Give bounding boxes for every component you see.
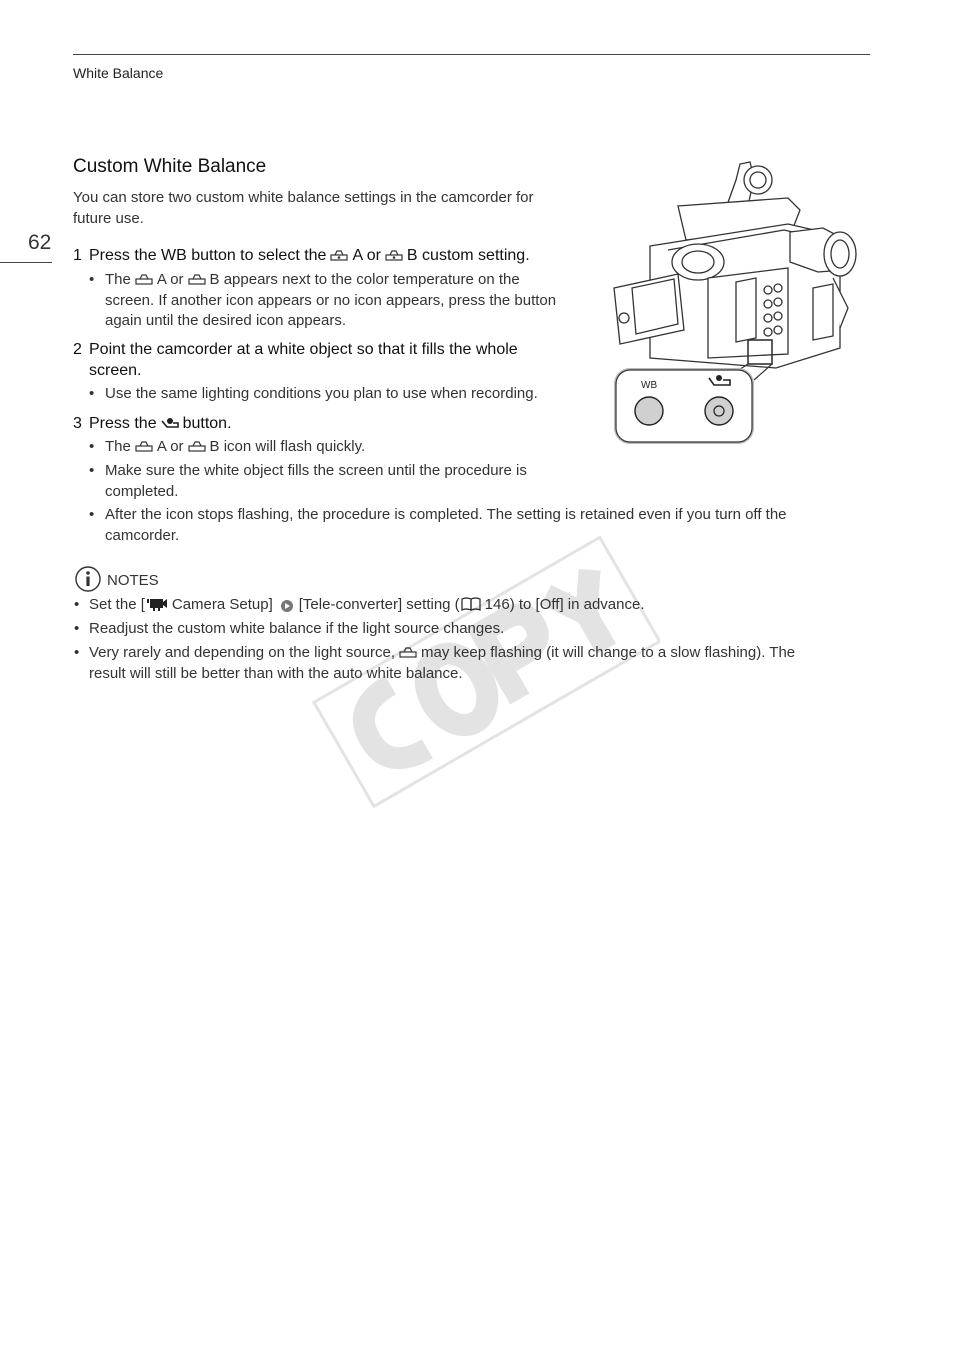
wb-button xyxy=(635,397,663,425)
step-number: 1 xyxy=(73,247,82,264)
section-title: Custom White Balance xyxy=(73,156,267,177)
step-number: 2 xyxy=(73,341,82,358)
camera-menu-icon xyxy=(146,597,168,611)
custom-wb-icon xyxy=(385,249,403,261)
step3-bullet-3: • After the icon stops flashing, the procedure is completed. The setting is retained even if you turn off the camcorder. xyxy=(89,506,787,544)
note-2: • Readjust the custom white balance if the light source changes. xyxy=(74,620,505,637)
step1-bullet: • The A or B appears next to the color temperature on the screen. If another icon appears or no icon appears, press the button again until the desired icon appears. xyxy=(89,271,557,329)
custom-wb-icon xyxy=(330,249,348,261)
step-3: 3 Press the button. xyxy=(73,415,232,432)
page-reference-icon xyxy=(461,597,481,611)
custom-wb-set-icon xyxy=(161,417,179,429)
camcorder-illustration xyxy=(608,158,858,448)
step-2: 2 Point the camcorder at a white object so that it fills the whole screen. xyxy=(73,341,518,379)
page-number: 62 xyxy=(28,231,52,254)
intro-line-1: You can store two custom white balance settings in the camcorder for xyxy=(73,189,534,206)
custom-wb-icon xyxy=(188,440,206,452)
step-text: Press the WB button to select the A or B custom setting. xyxy=(89,247,530,264)
custom-wb-icon xyxy=(399,646,417,658)
custom-wb-icon xyxy=(135,273,153,285)
note-1: • Set the [ Camera Setup] [Tele-converter] setting ( 146) to [Off] in advance. xyxy=(74,596,645,613)
step3-bullet-1: • The A or B icon will flash quickly. xyxy=(89,438,366,455)
step2-bullet: • Use the same lighting conditions you plan to use when recording. xyxy=(89,385,538,402)
menu-bullet-icon xyxy=(279,598,295,612)
step3-bullet-2: • Make sure the white object fills the screen until the procedure is completed. xyxy=(89,462,527,500)
step-1 xyxy=(73,245,613,267)
info-icon xyxy=(74,566,102,592)
wb-label: WB xyxy=(641,380,658,391)
step-number: 3 xyxy=(73,415,82,432)
intro-line-2: future use. xyxy=(73,210,144,227)
page-number-rule xyxy=(0,262,52,263)
notes-label: NOTES xyxy=(107,572,159,589)
running-title: White Balance xyxy=(73,65,164,81)
header-rule xyxy=(73,54,870,55)
custom-wb-set-button xyxy=(705,397,733,425)
note-3: • Very rarely and depending on the light source, may keep flashing (it will change to a slow flashing). The result will still be better than with the auto white balance. xyxy=(74,644,796,682)
custom-wb-icon xyxy=(135,440,153,452)
custom-wb-icon xyxy=(188,273,206,285)
